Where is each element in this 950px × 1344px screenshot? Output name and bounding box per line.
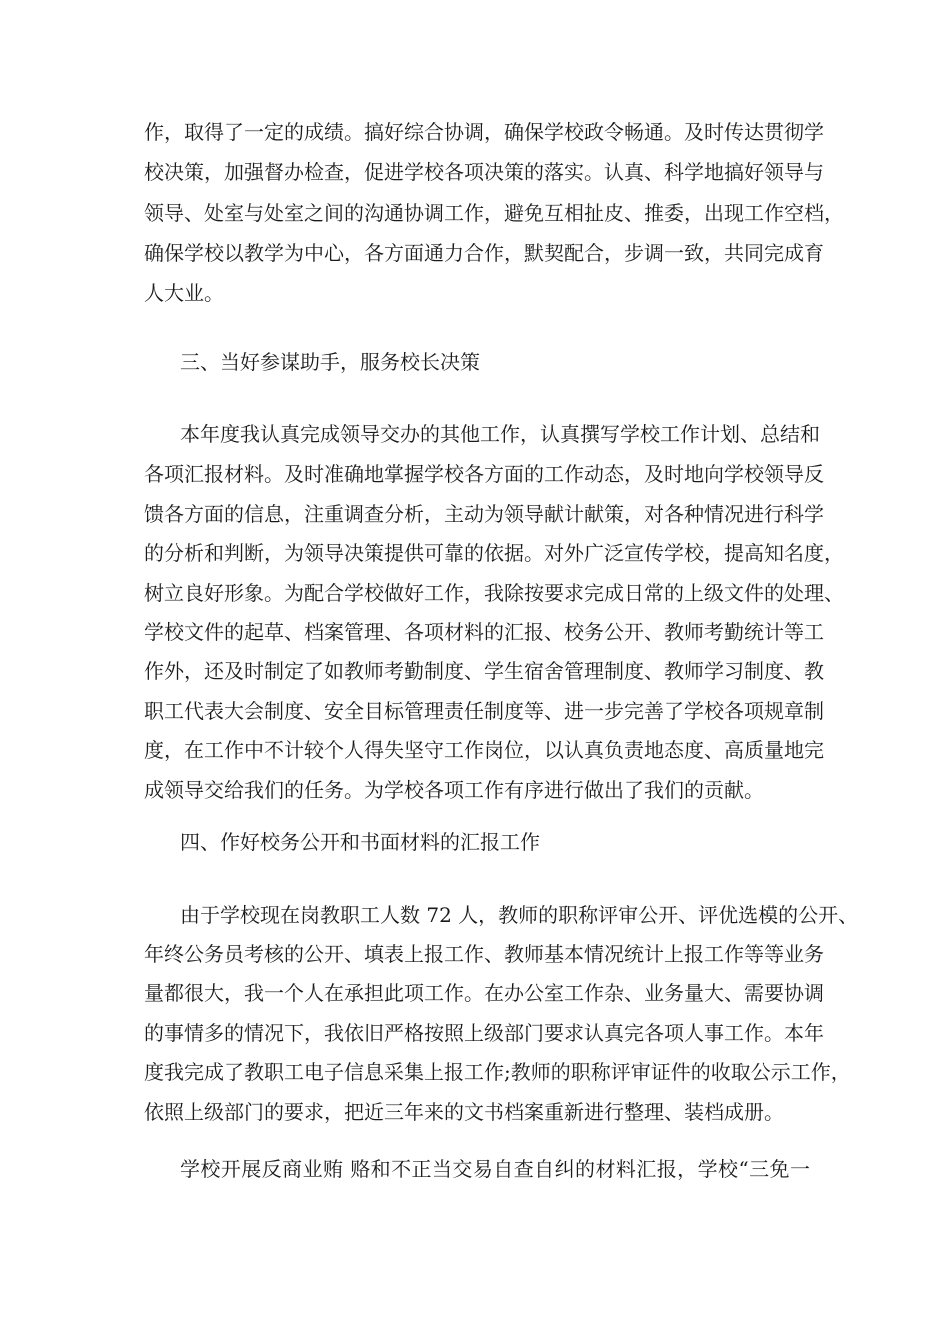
text-line: 学校文件的起草、档案管理、各项材料的汇报、校务公开、教师考勤统计等工 [144, 620, 824, 644]
text-line: 学校开展反商业贿 赂和不正当交易自查自纠的材料汇报，学校“三免一 [180, 1157, 810, 1181]
text-line: 树立良好形象。为配合学校做好工作，我除按要求完成日常的上级文件的处理、 [144, 581, 844, 605]
text-line: 作外，还及时制定了如教师考勤制度、学生宿舍管理制度、教师学习制度、教 [144, 659, 824, 683]
text-line: 校决策，加强督办检查，促进学校各项决策的落实。认真、科学地搞好领导与 [144, 160, 824, 184]
section-heading-3: 三、当好参谋助手，服务校长决策 [180, 350, 480, 374]
text-line: 的分析和判断，为领导决策提供可靠的依据。对外广泛宣传学校，提高知名度， [144, 541, 844, 565]
text-line: 度，在工作中不计较个人得失坚守工作岗位，以认真负责地态度、高质量地完 [144, 738, 824, 762]
text-line: 本年度我认真完成领导交办的其他工作，认真撰写学校工作计划、总结和 [180, 422, 820, 446]
section-heading-4: 四、作好校务公开和书面材料的汇报工作 [180, 830, 540, 854]
text-line: 作，取得了一定的成绩。搞好综合协调，确保学校政令畅通。及时传达贯彻学 [144, 120, 824, 144]
text-line: 馈各方面的信息，注重调查分析，主动为领导献计献策，对各种情况进行科学 [144, 502, 824, 526]
text-line: 确保学校以教学为中心，各方面通力合作，默契配合，步调一致，共同完成育 [144, 241, 824, 265]
text-line: 年终公务员考核的公开、填表上报工作、教师基本情况统计上报工作等等业务 [144, 942, 824, 966]
text-line: 各项汇报材料。及时准确地掌握学校各方面的工作动态，及时地向学校领导反 [144, 462, 824, 486]
text-line: 人大业。 [144, 281, 224, 305]
text-line: 的事情多的情况下，我依旧严格按照上级部门要求认真完各项人事工作。本年 [144, 1021, 824, 1045]
text-line: 量都很大，我一个人在承担此项工作。在办公室工作杂、业务量大、需要协调 [144, 981, 824, 1005]
text-line: 度我完成了教职工电子信息采集上报工作;教师的职称评审证件的收取公示工作， [144, 1060, 851, 1084]
text-line: 成领导交给我们的任务。为学校各项工作有序进行做出了我们的贡献。 [144, 778, 764, 802]
text-line: 由于学校现在岗教职工人数 72 人，教师的职称评审公开、评优选模的公开、 [180, 903, 859, 927]
text-line: 依照上级部门的要求，把近三年来的文书档案重新进行整理、装档成册。 [144, 1100, 784, 1124]
text-line: 领导、处室与处室之间的沟通协调工作，避免互相扯皮、推委，出现工作空档， [144, 201, 844, 225]
text-line: 职工代表大会制度、安全目标管理责任制度等、进一步完善了学校各项规章制 [144, 699, 824, 723]
